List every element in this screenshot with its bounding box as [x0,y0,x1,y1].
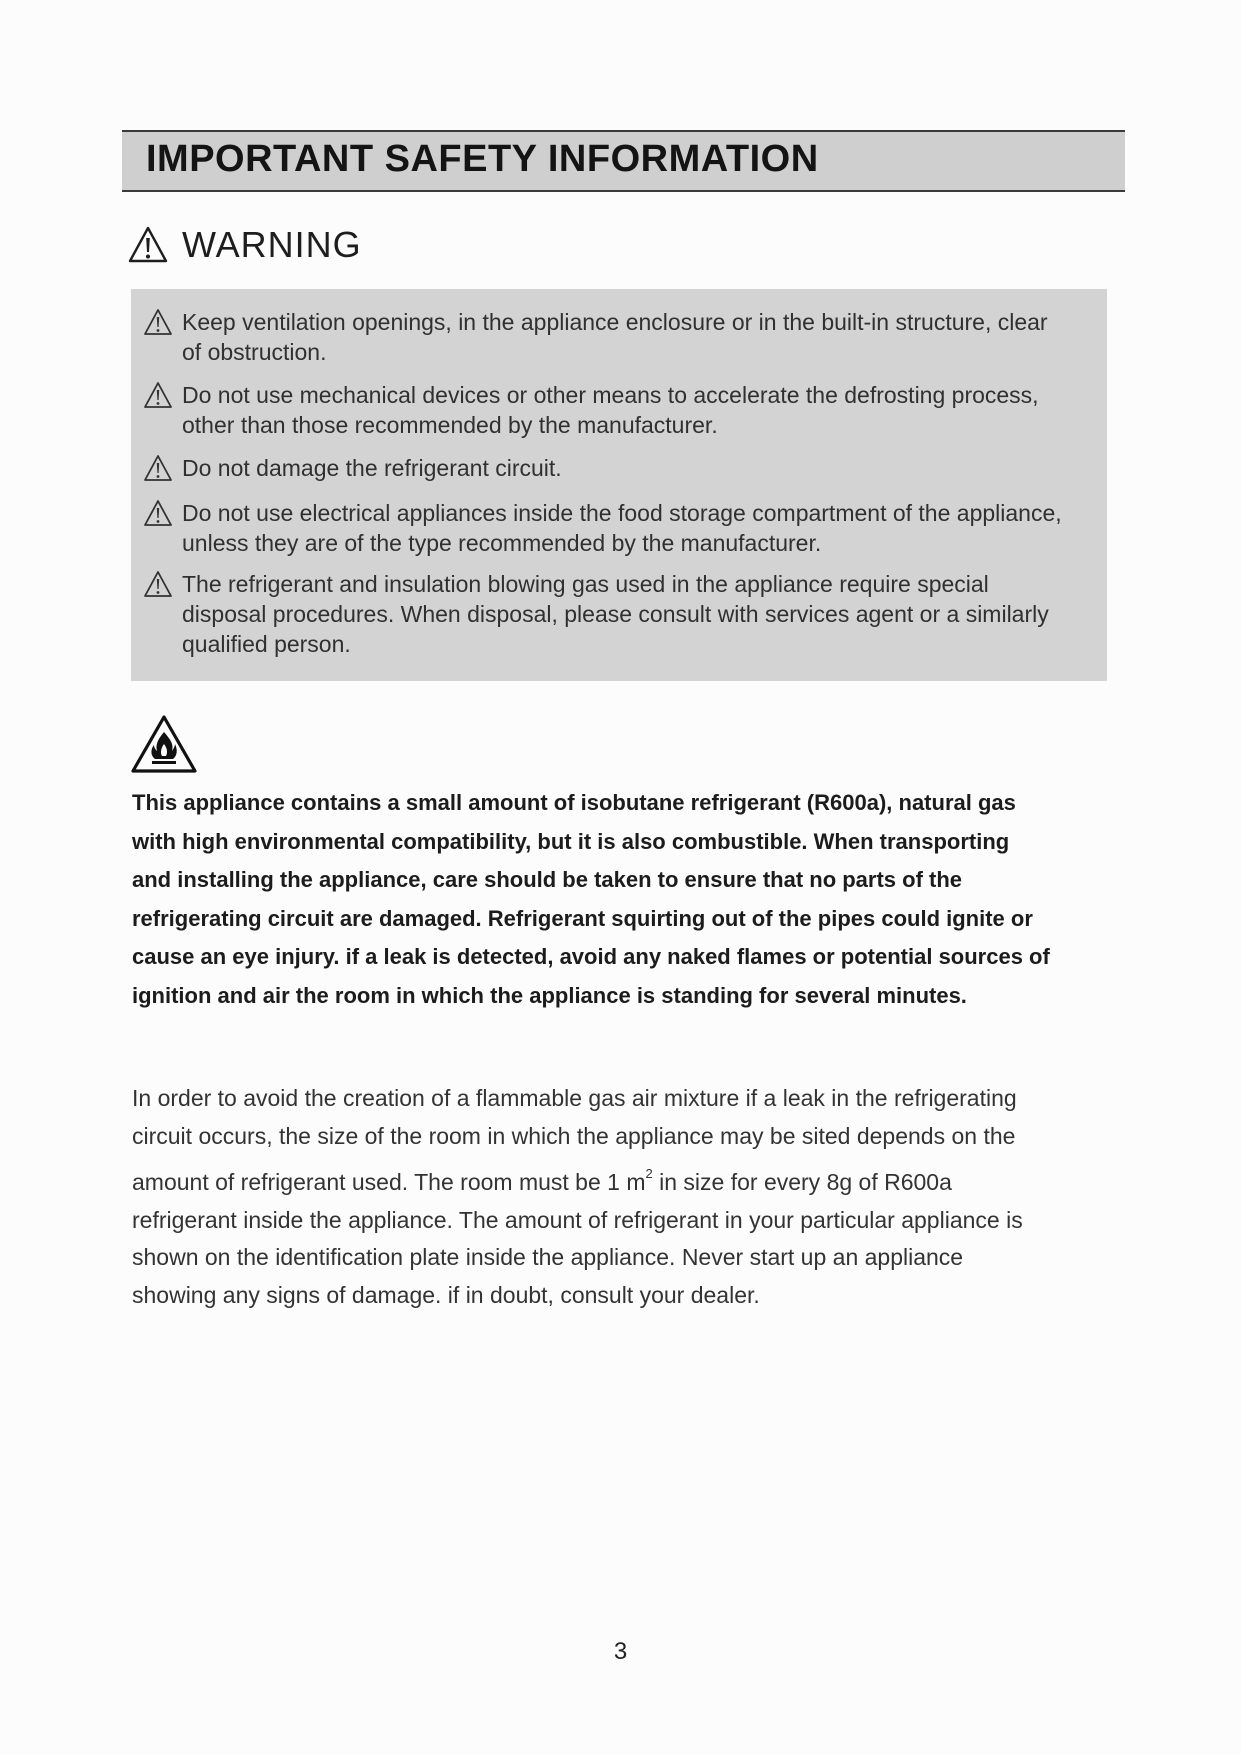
warning-item [143,453,1062,483]
warning-text: Do not use mechanical devices or other means to accelerate the defrosting process, other than those recommended by the manufacturer. [182,382,1039,438]
page-number: 3 [613,1638,628,1665]
warning-item [143,498,1062,558]
warning-triangle-icon [143,499,173,527]
room-size-paragraph [132,1080,1052,1314]
warning-triangle-icon [143,381,173,409]
warning-triangle-icon [143,308,173,336]
warning-heading [128,222,362,268]
warning-text: Keep ventilation openings, in the appliance enclosure or in the built-in structure, clear of obstruction. [182,309,1048,365]
warning-item [143,569,1062,659]
flammable-warning-icon [130,714,198,774]
warning-label: WARNING [182,224,362,265]
page-title: IMPORTANT SAFETY INFORMATION [146,138,819,180]
section-title-bar [122,130,1125,192]
room-size-text-part2: in size for every 8g of R600a refrigerant inside the appliance. The amount of refrigerant in your particular appliance is shown on the identification plate inside the appliance. Never start up an appliance showing any signs of damage. if in doubt, consult your dealer. [132,1169,1023,1308]
flammable-refrigerant-notice: This appliance contains a small amount of isobutane refrigerant (R600a), natural gas with high environmental compatibility, but it is also combustible. When transporting and installing the appliance, care should be taken to ensure that no parts of the refrigerating circuit are damaged. Refrigerant squirting out of the pipes could ignite or cause an eye injury. if a leak is detected, avoid any naked flames or potential sources of ignition and air the room in which the appliance is standing for several minutes. [132,790,1050,1008]
warning-triangle-icon [143,570,173,598]
room-size-text-part1: In order to avoid the creation of a flammable gas air mixture if a leak in the refrigerating circuit occurs, the size of the room in which the appliance may be sited depends on the amount of refrigerant used. The room must be 1 m [132,1085,1017,1195]
warning-item [143,380,1062,440]
warning-triangle-icon [143,454,173,482]
warning-box [131,289,1107,681]
warning-triangle-icon [128,225,168,265]
warning-text: The refrigerant and insulation blowing gas used in the appliance require special disposal procedures. When disposal, please consult with services agent or a similarly qualified person. [182,571,1049,657]
warning-item [143,307,1062,367]
superscript-two: 2 [645,1166,653,1181]
warning-text: Do not use electrical appliances inside the food storage compartment of the appliance, unless they are of the type recommended by the manufacturer. [182,500,1062,556]
warning-text: Do not damage the refrigerant circuit. [182,455,562,481]
